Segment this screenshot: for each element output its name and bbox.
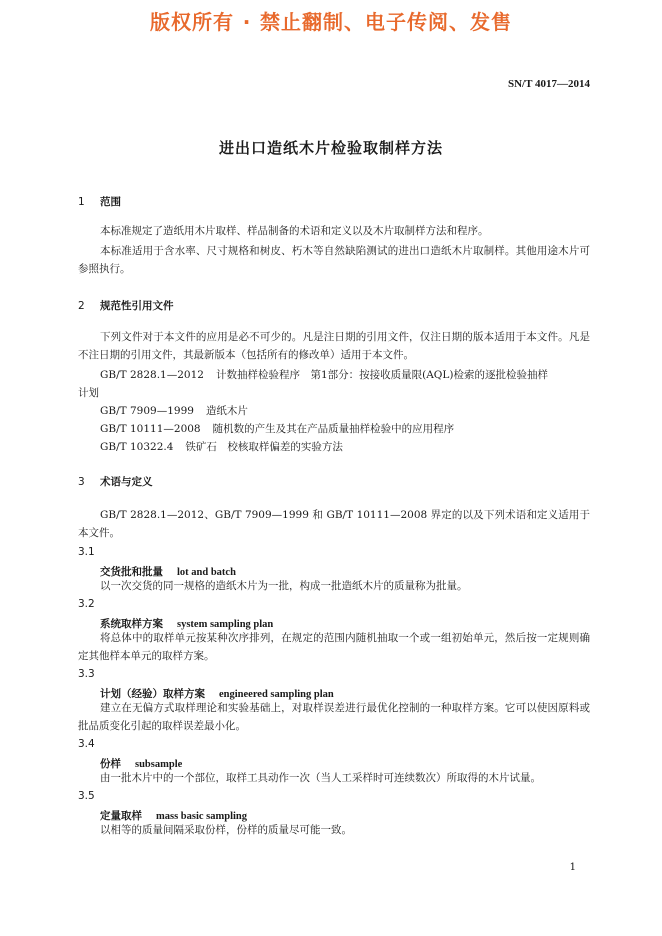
- section-3-intro: GB/T 2828.1—2012、GB/T 7909—1999 和 GB/T 10111—2008 界定的以及下列术语和定义适用于本文件。: [78, 509, 590, 539]
- section-number: 2: [78, 300, 85, 312]
- term-definition: 以相等的质量间隔采取份样，份样的质量尽可能一致。: [100, 824, 352, 836]
- reference-title: 铁矿石 校核取样偏差的实验方法: [185, 441, 343, 453]
- section-title: 术语与定义: [100, 476, 153, 488]
- term-en: mass basic sampling: [156, 811, 248, 822]
- section-title: 范围: [100, 196, 121, 208]
- reference-code: GB/T 2828.1—2012: [100, 369, 204, 381]
- term-zh: 计划（经验）取样方案: [100, 688, 205, 700]
- term-en: subsample: [135, 759, 183, 770]
- term-zh: 交货批和批量: [100, 566, 163, 578]
- reference-item: [100, 420, 454, 438]
- section-2-heading: [78, 298, 174, 313]
- reference-item: [100, 366, 548, 384]
- reference-item-continuation: [78, 384, 99, 402]
- section-2-intro: 下列文件对于本文件的应用是必不可少的。凡是注日期的引用文件，仅注日期的版本适用于本文件。凡是不注日期的引用文件，其最新版本（包括所有的修改单）适用于本文件。: [78, 331, 590, 361]
- term-zh: 系统取样方案: [100, 618, 163, 630]
- banner-part2: 禁止翻制、电子传阅、发售: [260, 10, 512, 34]
- banner-part1: 版权所有: [150, 10, 234, 34]
- term-number: 3.1: [78, 546, 95, 558]
- section-number: 1: [78, 196, 85, 208]
- term-zh: 份样: [100, 758, 121, 770]
- reference-code: GB/T 10111—2008: [100, 423, 201, 435]
- reference-code: GB/T 10322.4: [100, 441, 174, 453]
- section-3-heading: [78, 474, 153, 489]
- standard-code: SN/T 4017—2014: [507, 78, 590, 90]
- section-1-paragraph-1: 本标准规定了造纸用木片取样、样品制备的术语和定义以及木片取制样方法和程序。: [100, 225, 489, 237]
- term-en: lot and batch: [177, 567, 236, 578]
- term-number: 3.3: [78, 668, 95, 680]
- reference-item: [100, 438, 343, 456]
- reference-title: 造纸木片: [205, 405, 248, 417]
- copyright-banner: [0, 6, 662, 35]
- section-1-heading: [78, 194, 121, 209]
- term-number: 3.5: [78, 790, 95, 802]
- section-number: 3: [78, 476, 85, 488]
- term-en: engineered sampling plan: [219, 689, 334, 700]
- term-definition: 以一次交货的同一规格的造纸木片为一批，构成一批造纸木片的质量称为批量。: [100, 580, 468, 592]
- document-title: 进出口造纸木片检验取制样方法: [218, 139, 443, 157]
- term-number: 3.2: [78, 598, 95, 610]
- section-1-paragraph-2: 本标准适用于含水率、尺寸规格和树皮、朽木等自然缺陷测试的进出口造纸木片取制样。其他用途木片可参照执行。: [78, 245, 590, 275]
- term-definition: 建立在无偏方式取样理论和实验基础上，对取样误差进行最优化控制的一种取样方案。它可以使因原料或批品质变化引起的取样误差最小化。: [78, 702, 590, 732]
- page-number: 1: [569, 862, 576, 873]
- reference-item: [100, 402, 248, 420]
- term-en: system sampling plan: [177, 619, 274, 630]
- reference-title: 计数抽样检验程序 第1部分：按接收质量限(AQL)检索的逐批检验抽样: [215, 369, 548, 381]
- term-zh: 定量取样: [100, 810, 142, 822]
- reference-title: 随机数的产生及其在产品质量抽样检验中的应用程序: [212, 423, 455, 435]
- term-number: 3.4: [78, 738, 95, 750]
- banner-separator: ·: [242, 10, 252, 34]
- reference-code: GB/T 7909—1999: [100, 405, 194, 417]
- section-title: 规范性引用文件: [100, 300, 174, 312]
- reference-title: 计划: [78, 387, 99, 399]
- term-definition: 将总体中的取样单元按某种次序排列，在规定的范围内随机抽取一个或一组初始单元，然后按一定规则确定其他样本单元的取样方案。: [78, 632, 590, 662]
- term-definition: 由一批木片中的一个部位，取样工具动作一次（当人工采样时可连续数次）所取得的木片试量。: [100, 772, 541, 784]
